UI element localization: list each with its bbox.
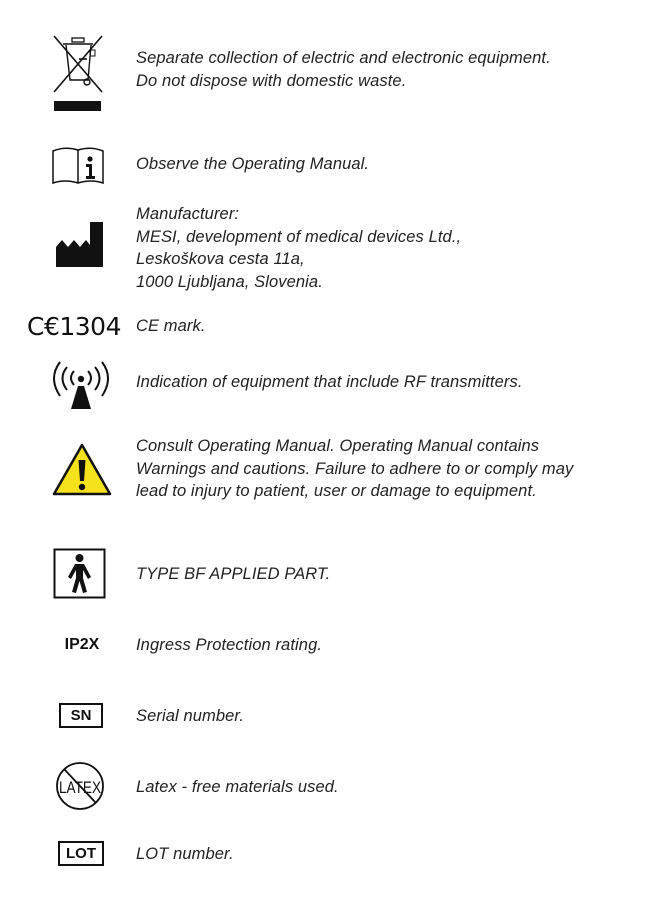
- description-line: Do not dispose with domestic waste.: [136, 71, 407, 90]
- description-line: Indication of equipment that include RF transmitters.: [136, 373, 523, 391]
- symbol-description: [136, 203, 461, 293]
- symbol-description: [136, 634, 322, 657]
- description-line: Observe the Operating Manual.: [136, 155, 370, 173]
- description-line: 1000 Ljubljana, Slovenia.: [136, 272, 323, 291]
- description-line: LOT number.: [136, 845, 234, 863]
- description-line: Separate collection of electric and electronic equipment.: [136, 49, 551, 67]
- description-line: Consult Operating Manual. Operating Manual contains: [136, 437, 540, 455]
- ce-mark-icon: [22, 310, 126, 342]
- lot-number-label: LOT: [58, 841, 104, 866]
- symbol-description: [136, 315, 206, 338]
- ce-mark-label: C€1304: [27, 311, 121, 341]
- description-line: lead to injury to patient, user or damage to equipment.: [136, 482, 537, 500]
- description-line: Warnings and cautions. Failure to adhere to or comply may: [136, 459, 574, 478]
- description-line: Latex - free materials used.: [136, 778, 339, 796]
- description-line: Serial number.: [136, 707, 245, 725]
- ip-rating-icon: [55, 634, 109, 656]
- description-line: MESI, development of medical devices Ltd.,: [136, 227, 462, 246]
- latex-label: LATEX: [59, 778, 101, 797]
- manufacturer-factory-icon: [55, 221, 105, 267]
- description-line: Manufacturer:: [136, 205, 240, 223]
- rf-transmitter-icon: [48, 358, 114, 410]
- symbol-description: [136, 371, 523, 394]
- description-line: CE mark.: [136, 317, 206, 335]
- symbol-description: [136, 776, 339, 799]
- description-line: Leskoškova cesta 11a,: [136, 250, 305, 268]
- symbol-description: [136, 435, 573, 503]
- symbol-description: [136, 153, 369, 176]
- serial-number-icon: [57, 702, 105, 729]
- warning-triangle-icon: [52, 443, 112, 497]
- symbol-description: [136, 705, 244, 728]
- description-line: TYPE BF APPLIED PART.: [136, 565, 331, 583]
- ip-rating-label: IP2X: [64, 636, 100, 653]
- type-bf-applied-part-icon: [53, 548, 107, 599]
- symbol-description: [136, 563, 330, 586]
- symbol-description: [136, 47, 551, 92]
- description-line: Ingress Protection rating.: [136, 636, 323, 654]
- serial-number-label: SN: [59, 703, 104, 728]
- lot-number-icon: [57, 840, 105, 867]
- latex-free-icon: [54, 761, 106, 811]
- weee-crossed-bin-icon: [50, 32, 106, 114]
- operating-manual-icon: [51, 145, 105, 185]
- symbol-description: [136, 843, 234, 866]
